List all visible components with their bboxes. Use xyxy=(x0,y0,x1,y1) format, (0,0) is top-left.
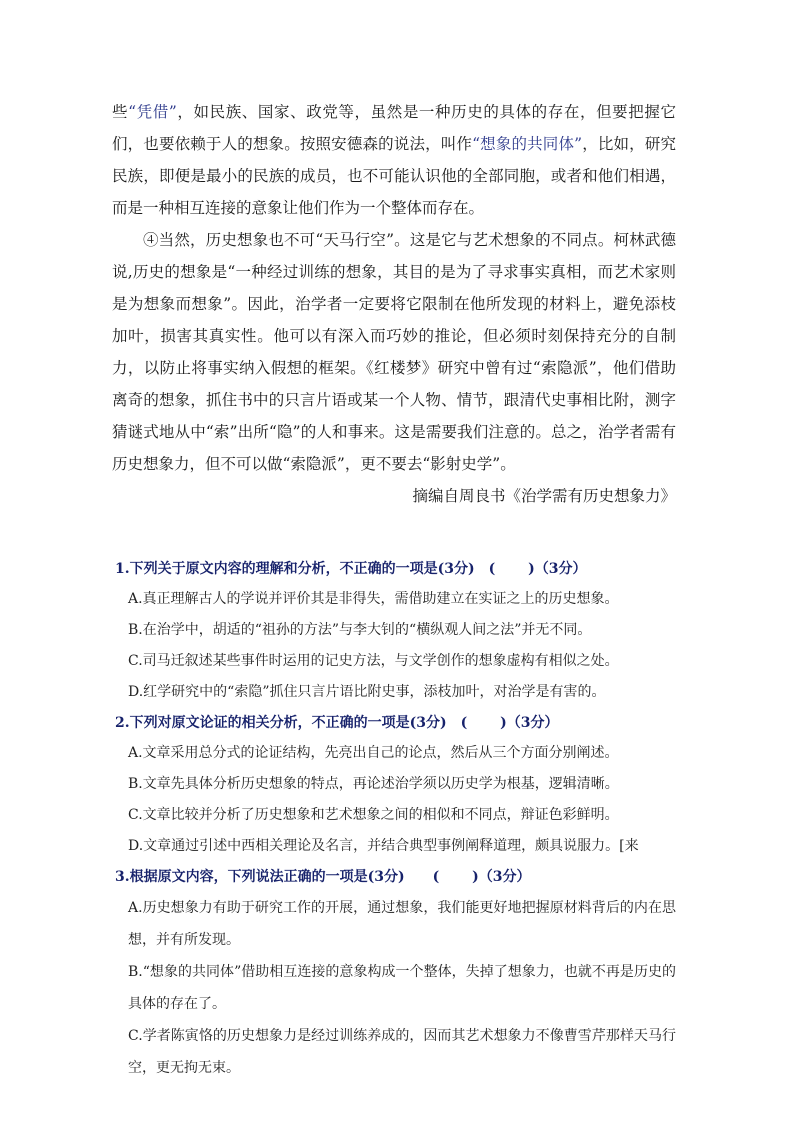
question-2-option-a: A.文章采用总分式的论证结构，先亮出自己的论点，然后从三个方面分别阐述。 xyxy=(128,745,619,761)
question-2-option-b: B.文章先具体分析历史想象的特点，再论述治学须以历史学为根基，逻辑清晰。 xyxy=(128,776,619,792)
paragraph-1-text-a: ，如民族、国家、政党等，虽然是一种历史的具体的存在，但要把握它们，也要依赖于人的想象。按照安德森的说法，叫作 xyxy=(112,103,676,153)
passage-paragraph-1 xyxy=(112,96,676,224)
question-2-option-c: C.文章比较并分析了历史想象和艺术想象之间的相似和不同点，辩证色彩鲜明。 xyxy=(128,807,619,823)
question-3-option-b: B.“想象的共同体”借助相互连接的意象构成一个整体，失掉了想象力，也就不再是历史的具体的存在了。 xyxy=(128,964,676,1012)
question-3 xyxy=(112,862,676,1084)
reading-passage xyxy=(112,96,676,512)
question-2 xyxy=(112,708,676,862)
question-section xyxy=(112,554,676,1084)
quote-imagined-community: “想象的共同体” xyxy=(472,135,583,153)
paragraph-1-text-b: ，比如，研究民族，即便是最小的民族的成员，也不可能认识他的全部同胞，或者和他们相遇，而是一种相互连接的意象让他们作为一个整体而存在。 xyxy=(112,135,676,217)
quote-pingjie: “凭借” xyxy=(128,103,177,121)
question-2-title: 2.下列对原文论证的相关分析，不正确的一项是(3分) ( )（3分） xyxy=(115,715,559,731)
question-1-option-a: A.真正理解古人的学说并评价其是非得失，需借助建立在实证之上的历史想象。 xyxy=(128,591,619,607)
question-3-option-a: A.历史想象力有助于研究工作的开展，通过想象，我们能更好地把握原材料背后的内在思想，并有所发现。 xyxy=(128,900,676,948)
passage-source: 摘编自周良书《治学需有历史想象力》 xyxy=(412,487,676,505)
question-1-option-b: B.在治学中，胡适的“祖孙的方法”与李大钊的“横纵观人间之法”并无不同。 xyxy=(128,622,592,638)
passage-paragraph-2: ④当然，历史想象也不可“天马行空”。这是它与艺术想象的不同点。柯林武德说,历史的想象是“一种经过训练的想象，其目的是为了寻求事实真相，而艺术家则是为想象而想象”。因此，治学者一定要将它限制在他所发现的材料上，避免添枝加叶，损害其真实性。他可以有深入而巧妙的推论，但必须时刻保持充分的自制力，以防止将事实纳入假想的框架。《红楼梦》研究中曾有过“索隐派”，他们借助离奇的想象，抓住书中的只言片语或某一个人物、情节，跟清代史事相比附，测字猜谜式地从中“索”出所“隐”的人和事来。这是需要我们注意的。总之，治学者需有历史想象力，但不可以做“索隐派”，更不要去“影射史学”。 xyxy=(112,231,676,473)
question-1 xyxy=(112,554,676,708)
question-3-option-c: C.学者陈寅恪的历史想象力是经过训练养成的，因而其艺术想象力不像曹雪芹那样天马行空，更无拘无束。 xyxy=(128,1028,676,1076)
question-2-option-d: D.文章通过引述中西相关理论及名言，并结合典型事例阐释道理，颇具说服力。[来 xyxy=(128,838,639,854)
paragraph-1-prefix: 些 xyxy=(112,103,129,121)
question-1-option-d: D.红学研究中的“索隐”抓住只言片语比附史事，添枝加叶，对治学是有害的。 xyxy=(128,684,606,700)
question-1-title: 1.下列关于原文内容的理解和分析，不正确的一项是(3分) ( )（3分） xyxy=(115,561,587,577)
question-1-option-c: C.司马迁叙述某些事件时运用的记史方法，与文学创作的想象虚构有相似之处。 xyxy=(128,653,619,669)
question-3-title: 3.根据原文内容，下列说法正确的一项是(3分) ( )（3分） xyxy=(115,869,531,885)
